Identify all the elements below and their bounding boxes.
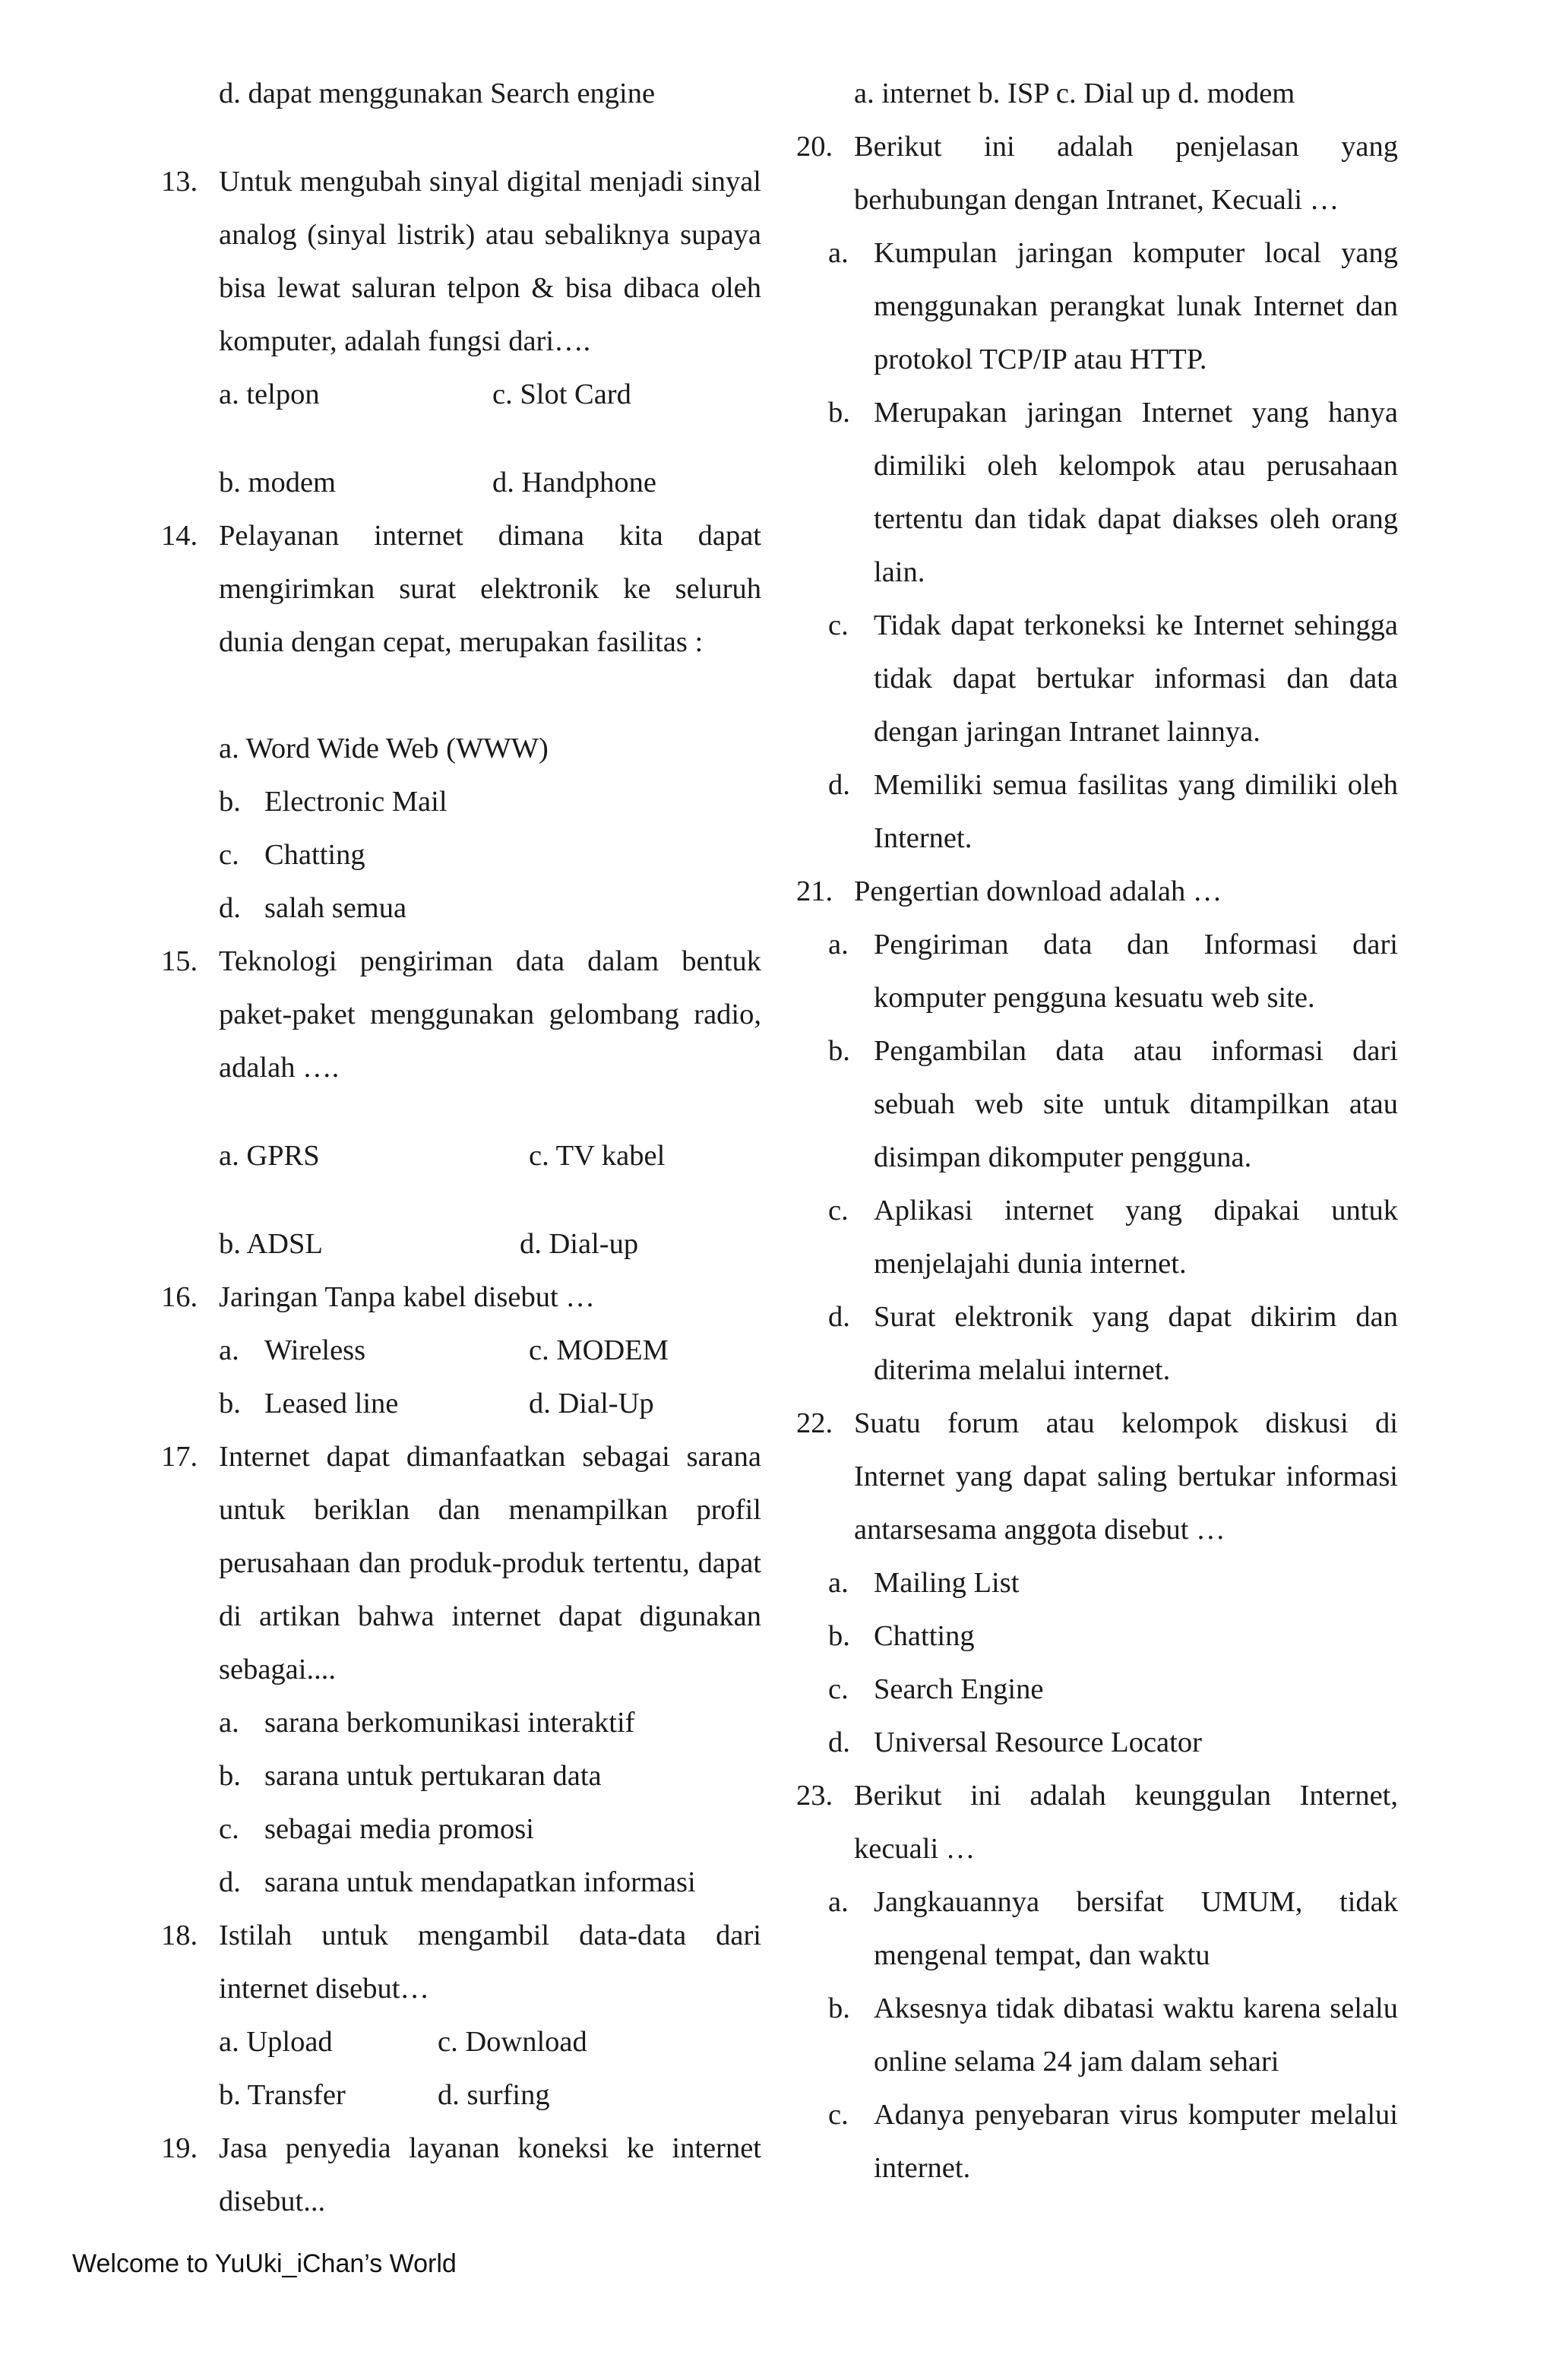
option-c: c. MODEM	[529, 1334, 669, 1366]
option-row	[219, 1377, 761, 1430]
question-20	[796, 120, 1398, 865]
question-text: Jasa penyedia layanan koneksi ke internet disebut...	[219, 2132, 761, 2217]
question-17	[161, 1430, 761, 1909]
question-text: Jaringan Tanpa kabel disebut …	[219, 1281, 595, 1313]
page-footer: Welcome to YuUki_iChan’s World	[72, 2249, 457, 2278]
option-c: c. Adanya penyebaran virus komputer melalui internet.	[828, 2099, 1398, 2184]
option-b: b. Leased line	[219, 1388, 399, 1419]
option-c: c. Chatting	[219, 839, 365, 871]
option-a: a. Pengiriman data dan Informasi dari komputer pengguna kesuatu web site.	[828, 929, 1398, 1014]
option-a: a. telpon	[219, 378, 320, 410]
question-19	[161, 2122, 761, 2228]
question-number: 23.	[796, 1780, 833, 1812]
question-22	[796, 1397, 1398, 1769]
option-row	[219, 368, 761, 421]
question-text: Pelayanan internet dimana kita dapat mengirimkan surat elektronik ke seluruh dunia dengan cepat, merupakan fasilitas :	[219, 520, 761, 658]
option-b: b. Aksesnya tidak dibatasi waktu karena selalu online selama 24 jam dalam sehari	[828, 1992, 1398, 2078]
question-number: 18.	[161, 1920, 198, 1951]
question-number: 16.	[161, 1281, 198, 1313]
question-text: Istilah untuk mengambil data-data dari internet disebut…	[219, 1920, 761, 2005]
option-d: d. Universal Resource Locator	[828, 1726, 1202, 1758]
right-column	[796, 67, 1398, 2195]
option-row	[219, 1129, 761, 1182]
question-text: Berikut ini adalah penjelasan yang berhubungan dengan Intranet, Kecuali …	[854, 131, 1398, 216]
question-number: 13.	[161, 166, 198, 198]
option-a: a. Word Wide Web (WWW)	[219, 733, 549, 764]
option-a: a. GPRS	[219, 1140, 320, 1172]
option-d: d. Dial-up	[520, 1228, 639, 1260]
question-15	[161, 935, 761, 1271]
question-16	[161, 1271, 761, 1430]
question-number: 14.	[161, 520, 198, 552]
option-c: c. Slot Card	[492, 378, 631, 410]
option-b: b. Transfer	[219, 2079, 346, 2111]
option-c: c. Search Engine	[828, 1673, 1044, 1705]
option-c: c. Download	[438, 2026, 587, 2058]
option-c: c. Aplikasi internet yang dipakai untuk menjelajahi dunia internet.	[828, 1195, 1398, 1280]
option-d: d. Dial-Up	[529, 1388, 654, 1419]
option-d: d. Surat elektronik yang dapat dikirim dan diterima melalui internet.	[828, 1301, 1398, 1386]
option-row	[219, 2015, 761, 2068]
option-a: a. Wireless	[219, 1334, 366, 1366]
option-b: b. sarana untuk pertukaran data	[219, 1760, 602, 1792]
option-b: b. ADSL	[219, 1228, 323, 1260]
option-a: a. Upload	[219, 2026, 333, 2058]
q19-options: a. internet b. ISP c. Dial up d. modem	[854, 78, 1295, 109]
question-text: Suatu forum atau kelompok diskusi di Internet yang dapat saling bertukar informasi antarsesama anggota disebut …	[854, 1407, 1398, 1546]
question-number: 20.	[796, 131, 833, 163]
option-row	[219, 1324, 761, 1377]
q12-option-d: d. dapat menggunakan Search engine	[219, 78, 656, 109]
question-text: Teknologi pengiriman data dalam bentuk paket-paket menggunakan gelombang radio, adalah ….	[219, 945, 761, 1084]
question-text: Untuk mengubah sinyal digital menjadi sinyal analog (sinyal listrik) atau sebaliknya supaya bisa lewat saluran telpon & bisa dibaca oleh komputer, adalah fungsi dari….	[219, 166, 761, 357]
option-c: c. TV kabel	[529, 1140, 666, 1172]
question-number: 19.	[161, 2132, 198, 2164]
question-23	[796, 1769, 1398, 2195]
option-a: a. Mailing List	[828, 1567, 1020, 1599]
option-row	[219, 1217, 761, 1271]
question-13	[161, 155, 761, 509]
question-text: Berikut ini adalah keunggulan Internet, kecuali …	[854, 1780, 1398, 1865]
option-a: a. Kumpulan jaringan komputer local yang menggunakan perangkat lunak Internet dan protokol TCP/IP atau HTTP.	[828, 237, 1398, 375]
question-18	[161, 1909, 761, 2122]
question-14	[161, 509, 761, 935]
question-number: 15.	[161, 945, 198, 977]
question-21	[796, 865, 1398, 1397]
option-b: b. modem	[219, 467, 336, 498]
option-d: d. Memiliki semua fasilitas yang dimiliki oleh Internet.	[828, 769, 1398, 854]
option-d: d. Handphone	[492, 467, 656, 498]
option-d: d. salah semua	[219, 892, 407, 924]
left-column	[161, 67, 761, 2228]
option-row	[219, 2068, 761, 2122]
option-a: a. Jangkauannya bersifat UMUM, tidak mengenal tempat, dan waktu	[828, 1886, 1398, 1971]
question-text: Internet dapat dimanfaatkan sebagai sarana untuk beriklan dan menampilkan profil perusahaan dan produk-produk tertentu, dapat di artikan bahwa internet dapat digunakan sebagai....	[219, 1441, 761, 1685]
option-b: b. Electronic Mail	[219, 786, 448, 818]
question-text: Pengertian download adalah …	[854, 875, 1222, 907]
option-a: a. sarana berkomunikasi interaktif	[219, 1707, 635, 1739]
option-b: b. Pengambilan data atau informasi dari sebuah web site untuk ditampilkan atau disimpan dikomputer pengguna.	[828, 1035, 1398, 1173]
option-d: d. sarana untuk mendapatkan informasi	[219, 1866, 696, 1898]
question-number: 17.	[161, 1441, 198, 1473]
question-number: 21.	[796, 875, 833, 907]
option-d: d. surfing	[438, 2079, 550, 2111]
option-c: c. sebagai media promosi	[219, 1813, 534, 1845]
option-b: b. Merupakan jaringan Internet yang hanya dimiliki oleh kelompok atau perusahaan tertentu dan tidak dapat diakses oleh orang lain.	[828, 397, 1398, 588]
option-b: b. Chatting	[828, 1620, 975, 1652]
option-row	[219, 456, 761, 509]
option-c: c. Tidak dapat terkoneksi ke Internet sehingga tidak dapat bertukar informasi dan data dengan jaringan Intranet lainnya.	[828, 609, 1398, 748]
question-number: 22.	[796, 1407, 833, 1439]
